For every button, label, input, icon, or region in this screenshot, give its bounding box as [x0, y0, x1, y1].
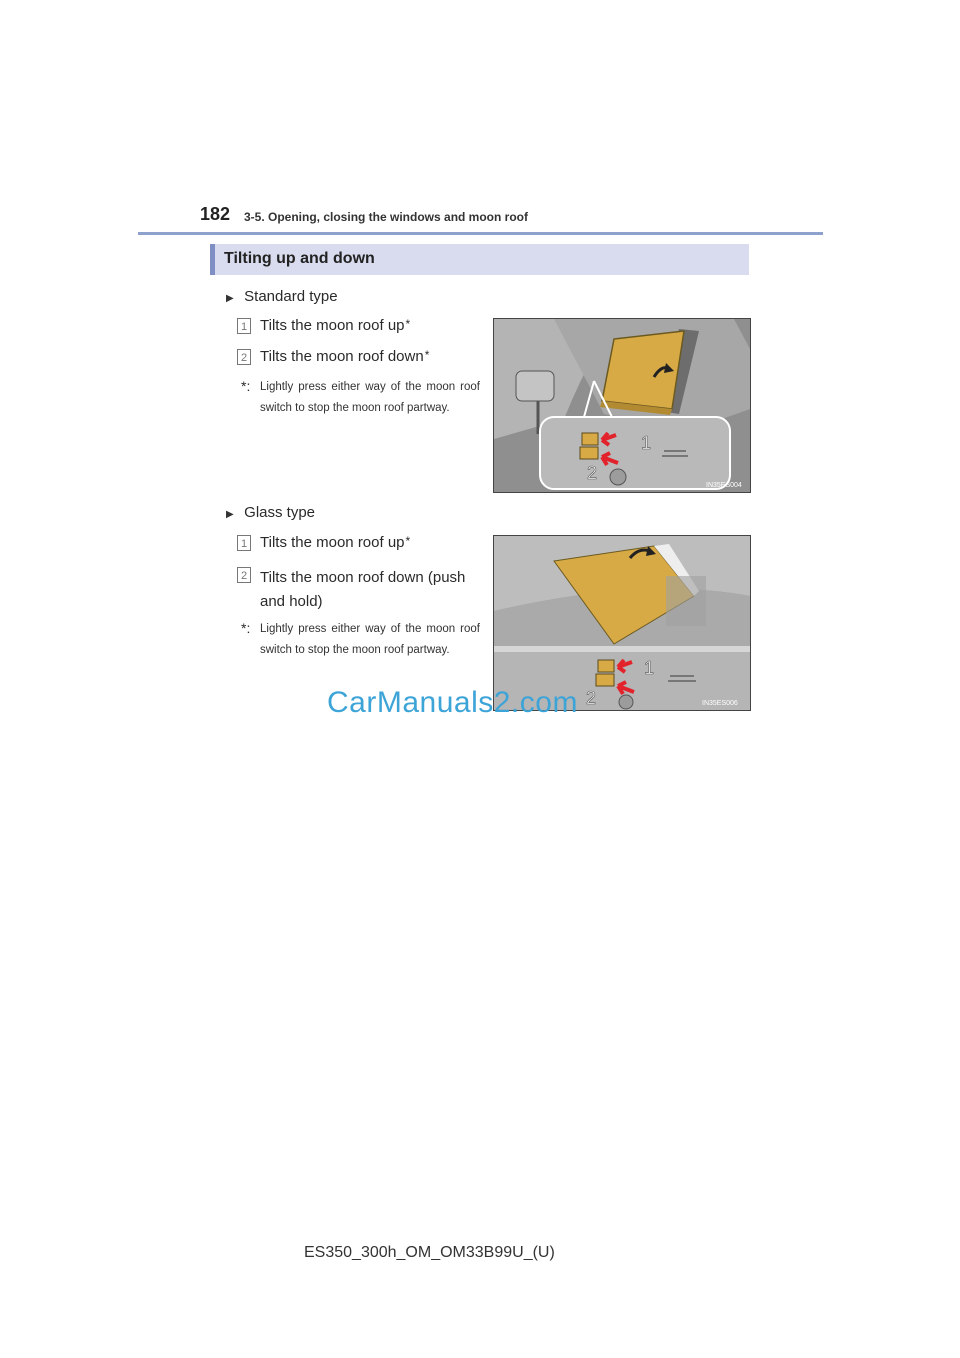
- asterisk: *: [424, 348, 430, 362]
- triangle-bullet-icon: ▶: [226, 293, 234, 304]
- chapter-title: 3-5. Opening, closing the windows and moon roof: [244, 210, 529, 224]
- standard-step-2: [260, 348, 429, 365]
- standard-type-illustration: [493, 318, 751, 493]
- standard-type-heading: [226, 288, 338, 306]
- section-heading: [210, 244, 749, 275]
- step-badge-1: 1: [237, 535, 251, 551]
- section-accent-bar: [210, 244, 215, 275]
- svg-text:1: 1: [644, 658, 655, 678]
- step-badge-2: 2: [237, 349, 251, 365]
- figure-code-standard: IN35ES004: [706, 482, 742, 489]
- standard-step-1-text: Tilts the moon roof up: [260, 317, 405, 334]
- watermark: CarManuals2.com: [327, 686, 578, 719]
- glass-step-1-text: Tilts the moon roof up: [260, 534, 405, 551]
- header-divider: [138, 232, 823, 235]
- standard-step-1: [260, 317, 410, 334]
- note-marker: *:: [241, 378, 251, 394]
- step-badge-2: 2: [237, 567, 251, 583]
- standard-step-2-text: Tilts the moon roof down: [260, 348, 424, 365]
- glass-note: Lightly press either way of the moon roof switch to stop the moon roof partway.: [260, 623, 480, 656]
- figure-code-glass: IN35ES006: [702, 700, 738, 707]
- note-marker: *:: [241, 620, 251, 636]
- svg-text:2: 2: [587, 463, 598, 483]
- triangle-bullet-icon: ▶: [226, 509, 234, 520]
- standard-type-label: Standard type: [244, 288, 338, 305]
- svg-text:2: 2: [586, 688, 597, 708]
- glass-step-2-line2: and hold): [260, 593, 323, 610]
- page-number: 182: [200, 204, 231, 224]
- glass-type-illustration: [493, 535, 751, 711]
- document-code-footer: ES350_300h_OM_OM33B99U_(U): [304, 1244, 555, 1261]
- svg-text:1: 1: [641, 433, 652, 453]
- glass-step-2: [260, 566, 465, 614]
- glass-type-label: Glass type: [244, 504, 316, 521]
- step-badge-1: 1: [237, 318, 251, 334]
- asterisk: *: [405, 534, 411, 548]
- glass-step-1: [260, 534, 410, 551]
- glass-type-heading: [226, 504, 315, 522]
- standard-note: Lightly press either way of the moon roof switch to stop the moon roof partway.: [260, 381, 480, 414]
- asterisk: *: [405, 317, 411, 331]
- glass-step-2-line1: Tilts the moon roof down (push: [260, 569, 466, 586]
- section-title: Tilting up and down: [224, 250, 375, 267]
